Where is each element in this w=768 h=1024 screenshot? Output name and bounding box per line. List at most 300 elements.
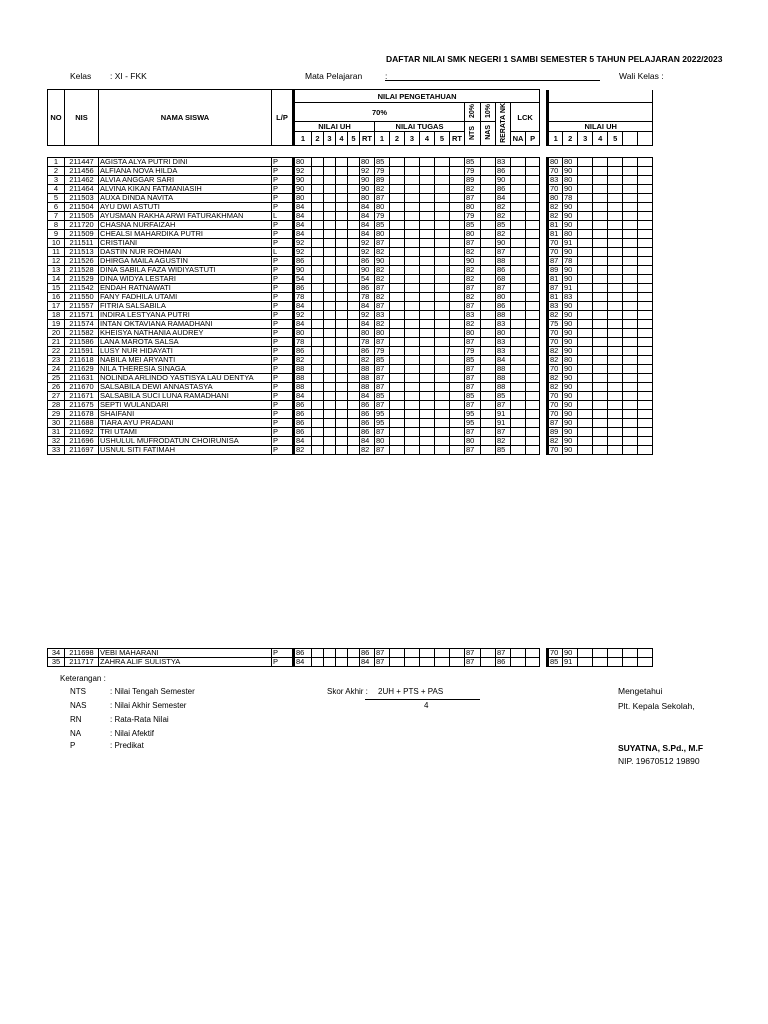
row-tugas-3 (405, 347, 420, 356)
row-uh2-7 (638, 410, 653, 419)
row-nts: 82 (465, 185, 481, 194)
row-tugas-3 (405, 649, 420, 658)
row-nts: 85 (465, 158, 481, 167)
row-nama: VEBI MAHARANI (99, 649, 272, 658)
row-uh-2 (312, 320, 324, 329)
row-lp: P (272, 293, 294, 302)
row-tugas-2 (390, 221, 405, 230)
row-uh2-2: 78 (563, 257, 578, 266)
row-uh-1: 92 (294, 311, 312, 320)
row-na (511, 167, 526, 176)
row-no: 34 (48, 649, 65, 658)
row-p (526, 239, 540, 248)
row-uh-4 (336, 329, 348, 338)
row-uh2-6 (623, 203, 638, 212)
row-uh-3 (324, 275, 336, 284)
row-nts: 82 (465, 248, 481, 257)
row-rerata: 82 (496, 230, 511, 239)
mengetahui-label: Mengetahui (618, 686, 663, 696)
row-uh2-2: 90 (563, 275, 578, 284)
row-p (526, 383, 540, 392)
row-uh-3 (324, 203, 336, 212)
row-uh-4 (336, 275, 348, 284)
row-uh2-6 (623, 338, 638, 347)
row-uh-2 (312, 410, 324, 419)
row-uh-5 (348, 158, 360, 167)
row-rerata: 82 (496, 437, 511, 446)
row-nis: 211688 (65, 419, 99, 428)
row-uh-1: 80 (294, 194, 312, 203)
row-na (511, 365, 526, 374)
row-uh-3 (324, 320, 336, 329)
row-uh2-5 (608, 302, 623, 311)
row-uh2-5 (608, 221, 623, 230)
row-nts: 82 (465, 320, 481, 329)
row-tugas-rt (450, 212, 465, 221)
skor-fraction-line (365, 699, 480, 700)
row-lp: P (272, 347, 294, 356)
row-nama: TRI UTAMI (99, 428, 272, 437)
row-tugas-4 (420, 383, 435, 392)
row-gap (540, 658, 548, 667)
row-uh2-1: 70 (548, 401, 563, 410)
row-uh-2 (312, 649, 324, 658)
row-na (511, 158, 526, 167)
row-tugas-2 (390, 194, 405, 203)
row-tugas-1: 80 (375, 230, 390, 239)
row-tugas-1: 87 (375, 239, 390, 248)
row-uh2-4 (593, 419, 608, 428)
row-uh-rt: 80 (360, 194, 375, 203)
row-lp: P (272, 658, 294, 667)
row-uh-3 (324, 410, 336, 419)
row-uh2-6 (623, 320, 638, 329)
row-tugas-5 (435, 658, 450, 667)
row-uh2-4 (593, 302, 608, 311)
row-uh-4 (336, 176, 348, 185)
row-gap (540, 401, 548, 410)
row-rerata: 88 (496, 374, 511, 383)
row-uh2-7 (638, 374, 653, 383)
row-uh-1: 90 (294, 266, 312, 275)
row-uh-1: 86 (294, 284, 312, 293)
row-uh2-6 (623, 428, 638, 437)
row-tugas-5 (435, 311, 450, 320)
row-tugas-rt (450, 419, 465, 428)
row-tugas-2 (390, 338, 405, 347)
tugas-col-4: 4 (420, 132, 435, 146)
row-uh-4 (336, 320, 348, 329)
row-gap (540, 158, 548, 167)
row-tugas-rt (450, 320, 465, 329)
row-lp: P (272, 230, 294, 239)
col-nilai-uh: NILAI UH (294, 122, 375, 132)
row-p (526, 419, 540, 428)
row-uh2-7 (638, 401, 653, 410)
row-uh2-6 (623, 239, 638, 248)
row-tugas-3 (405, 365, 420, 374)
row-nis: 211526 (65, 257, 99, 266)
grade-table-header (47, 89, 653, 146)
row-nis: 211671 (65, 392, 99, 401)
row-na (511, 302, 526, 311)
row-no: 17 (48, 302, 65, 311)
row-tugas-5 (435, 437, 450, 446)
row-nama: SHAIFANI (99, 410, 272, 419)
row-uh2-5 (608, 167, 623, 176)
row-uh2-5 (608, 284, 623, 293)
row-nas (481, 167, 496, 176)
row-nama: DHIRGA MAILA AGUSTIN (99, 257, 272, 266)
row-uh-2 (312, 347, 324, 356)
row-uh-5 (348, 410, 360, 419)
row-uh2-5 (608, 275, 623, 284)
row-tugas-1: 82 (375, 293, 390, 302)
row-uh-4 (336, 293, 348, 302)
row-nama: TIARA AYU PRADANI (99, 419, 272, 428)
row-tugas-3 (405, 329, 420, 338)
row-tugas-3 (405, 410, 420, 419)
row-gap (540, 365, 548, 374)
row-nas (481, 383, 496, 392)
row-no: 26 (48, 383, 65, 392)
row-lp: P (272, 419, 294, 428)
row-nas (481, 239, 496, 248)
row-nis: 211696 (65, 437, 99, 446)
row-tugas-3 (405, 446, 420, 455)
row-tugas-5 (435, 338, 450, 347)
row-uh2-6 (623, 356, 638, 365)
row-uh2-4 (593, 212, 608, 221)
row-tugas-3 (405, 293, 420, 302)
row-tugas-3 (405, 158, 420, 167)
row-uh-5 (348, 347, 360, 356)
row-uh2-3 (578, 437, 593, 446)
row-uh2-7 (638, 185, 653, 194)
row-uh-3 (324, 212, 336, 221)
row-tugas-3 (405, 194, 420, 203)
row-uh2-3 (578, 221, 593, 230)
row-tugas-4 (420, 302, 435, 311)
row-nas (481, 311, 496, 320)
row-nas (481, 275, 496, 284)
row-uh-3 (324, 649, 336, 658)
row-tugas-1: 87 (375, 446, 390, 455)
row-nis: 211582 (65, 329, 99, 338)
row-uh-2 (312, 302, 324, 311)
row-uh-rt: 90 (360, 185, 375, 194)
col-nilai-tugas: NILAI TUGAS (375, 122, 465, 132)
row-no: 29 (48, 410, 65, 419)
row-uh2-4 (593, 185, 608, 194)
col-pct10: 10% (481, 103, 496, 122)
row-uh2-1: 82 (548, 374, 563, 383)
uh2-col-5: 5 (608, 132, 623, 146)
row-uh2-6 (623, 194, 638, 203)
row-na (511, 176, 526, 185)
row-uh2-6 (623, 437, 638, 446)
row-uh-rt: 84 (360, 230, 375, 239)
row-uh2-7 (638, 446, 653, 455)
row-tugas-2 (390, 203, 405, 212)
row-uh2-1: 80 (548, 158, 563, 167)
row-tugas-1: 79 (375, 212, 390, 221)
row-uh-2 (312, 221, 324, 230)
row-tugas-4 (420, 338, 435, 347)
row-tugas-5 (435, 428, 450, 437)
row-p (526, 428, 540, 437)
row-uh2-5 (608, 437, 623, 446)
row-nama: SALSABILA DEWI ANNASTASYA (99, 383, 272, 392)
table-row (48, 239, 653, 248)
row-tugas-2 (390, 239, 405, 248)
row-tugas-5 (435, 239, 450, 248)
row-uh-1: 78 (294, 338, 312, 347)
row-uh-5 (348, 203, 360, 212)
row-tugas-4 (420, 356, 435, 365)
row-no: 28 (48, 401, 65, 410)
row-lp: P (272, 257, 294, 266)
row-uh-1: 86 (294, 257, 312, 266)
row-no: 22 (48, 347, 65, 356)
row-uh2-6 (623, 266, 638, 275)
row-uh-4 (336, 266, 348, 275)
row-uh2-2: 91 (563, 658, 578, 667)
row-uh2-3 (578, 257, 593, 266)
row-p (526, 410, 540, 419)
row-nis: 211513 (65, 248, 99, 257)
row-nis: 211692 (65, 428, 99, 437)
row-nis: 211462 (65, 176, 99, 185)
row-uh-1: 86 (294, 419, 312, 428)
row-uh2-1: 85 (548, 658, 563, 667)
row-nama: CHEALSI MAHARDIKA PUTRI (99, 230, 272, 239)
row-uh2-4 (593, 428, 608, 437)
row-tugas-1: 85 (375, 392, 390, 401)
row-uh-1: 86 (294, 401, 312, 410)
row-uh-rt: 88 (360, 374, 375, 383)
row-uh2-6 (623, 446, 638, 455)
row-tugas-rt (450, 275, 465, 284)
row-nama: AUXA DINDA NAVITA (99, 194, 272, 203)
row-tugas-2 (390, 311, 405, 320)
row-uh2-1: 82 (548, 311, 563, 320)
row-na (511, 194, 526, 203)
row-uh2-2: 90 (563, 374, 578, 383)
row-tugas-rt (450, 329, 465, 338)
row-nas (481, 437, 496, 446)
row-uh-5 (348, 428, 360, 437)
row-uh-3 (324, 374, 336, 383)
row-nis: 211678 (65, 410, 99, 419)
row-tugas-3 (405, 658, 420, 667)
row-uh2-6 (623, 248, 638, 257)
row-uh-2 (312, 419, 324, 428)
row-uh-1: 84 (294, 437, 312, 446)
row-uh-4 (336, 374, 348, 383)
row-uh-5 (348, 284, 360, 293)
table-row (48, 302, 653, 311)
row-tugas-4 (420, 392, 435, 401)
tugas-rt: RT (450, 132, 465, 146)
row-tugas-rt (450, 230, 465, 239)
row-tugas-rt (450, 185, 465, 194)
table-row (48, 167, 653, 176)
mapel-label: Mata Pelajaran (305, 71, 363, 81)
row-uh2-7 (638, 176, 653, 185)
row-uh-5 (348, 338, 360, 347)
row-lp: P (272, 329, 294, 338)
row-tugas-3 (405, 248, 420, 257)
row-uh2-6 (623, 401, 638, 410)
uh-rt: RT (360, 132, 375, 146)
row-uh2-7 (638, 248, 653, 257)
row-uh-1: 92 (294, 248, 312, 257)
table-row (48, 374, 653, 383)
row-tugas-3 (405, 392, 420, 401)
row-uh2-6 (623, 419, 638, 428)
row-rerata: 86 (496, 658, 511, 667)
row-uh2-1: 70 (548, 392, 563, 401)
row-tugas-4 (420, 275, 435, 284)
uh-col-1: 1 (294, 132, 312, 146)
row-uh2-6 (623, 374, 638, 383)
row-uh2-5 (608, 329, 623, 338)
row-tugas-4 (420, 284, 435, 293)
table-row (48, 658, 653, 667)
legend-abbr-na: NA (70, 729, 82, 738)
row-uh-4 (336, 203, 348, 212)
wali-kelas-label: Wali Kelas : (619, 71, 664, 81)
row-na (511, 230, 526, 239)
row-uh2-5 (608, 248, 623, 257)
row-tugas-1: 82 (375, 248, 390, 257)
row-uh-5 (348, 293, 360, 302)
row-nis: 211550 (65, 293, 99, 302)
row-na (511, 649, 526, 658)
row-nama: NILA THERESIA SINAGA (99, 365, 272, 374)
row-uh2-5 (608, 158, 623, 167)
row-uh2-3 (578, 203, 593, 212)
row-uh-rt: 84 (360, 212, 375, 221)
row-tugas-2 (390, 230, 405, 239)
row-uh2-4 (593, 356, 608, 365)
row-nas (481, 257, 496, 266)
row-tugas-rt (450, 649, 465, 658)
row-tugas-2 (390, 284, 405, 293)
row-na (511, 275, 526, 284)
row-rerata: 80 (496, 293, 511, 302)
row-uh2-2: 80 (563, 356, 578, 365)
row-no: 9 (48, 230, 65, 239)
row-uh2-5 (608, 392, 623, 401)
row-uh-rt: 86 (360, 401, 375, 410)
row-uh-4 (336, 257, 348, 266)
row-uh-5 (348, 658, 360, 667)
row-nts: 87 (465, 338, 481, 347)
row-p (526, 329, 540, 338)
row-uh-rt: 80 (360, 329, 375, 338)
row-p (526, 347, 540, 356)
row-uh2-3 (578, 419, 593, 428)
row-uh2-4 (593, 203, 608, 212)
row-tugas-5 (435, 410, 450, 419)
row-uh2-2: 90 (563, 221, 578, 230)
row-uh2-7 (638, 347, 653, 356)
row-uh2-1: 81 (548, 221, 563, 230)
row-uh-3 (324, 158, 336, 167)
row-uh2-3 (578, 194, 593, 203)
row-uh2-4 (593, 221, 608, 230)
row-uh2-6 (623, 347, 638, 356)
row-nama: LANA MAROTA SALSA (99, 338, 272, 347)
row-p (526, 649, 540, 658)
row-nis: 211629 (65, 365, 99, 374)
kelas-value: : XI - FKK (110, 71, 147, 81)
row-uh2-2: 90 (563, 203, 578, 212)
row-uh2-4 (593, 284, 608, 293)
row-tugas-5 (435, 374, 450, 383)
row-uh2-2: 90 (563, 446, 578, 455)
row-uh2-7 (638, 221, 653, 230)
row-uh-4 (336, 302, 348, 311)
table-row (48, 401, 653, 410)
row-uh2-3 (578, 347, 593, 356)
col-nama: NAMA SISWA (99, 90, 272, 146)
row-nis: 211456 (65, 167, 99, 176)
row-nas (481, 329, 496, 338)
row-tugas-4 (420, 329, 435, 338)
row-tugas-1: 90 (375, 257, 390, 266)
col-nilai-pengetahuan: NILAI PENGETAHUAN (294, 90, 540, 103)
row-uh-4 (336, 401, 348, 410)
row-uh2-7 (638, 158, 653, 167)
row-uh-1: 84 (294, 230, 312, 239)
kelas-label: Kelas (70, 71, 92, 81)
row-tugas-1: 95 (375, 410, 390, 419)
row-tugas-5 (435, 383, 450, 392)
row-uh2-5 (608, 185, 623, 194)
row-uh2-1: 82 (548, 437, 563, 446)
row-uh-rt: 88 (360, 383, 375, 392)
row-tugas-rt (450, 356, 465, 365)
row-gap (540, 428, 548, 437)
row-gap (540, 212, 548, 221)
row-tugas-rt (450, 158, 465, 167)
row-na (511, 410, 526, 419)
row-tugas-2 (390, 392, 405, 401)
row-uh-3 (324, 167, 336, 176)
row-na (511, 203, 526, 212)
row-uh2-5 (608, 311, 623, 320)
row-uh2-7 (638, 203, 653, 212)
row-nts: 79 (465, 347, 481, 356)
row-tugas-1: 80 (375, 437, 390, 446)
row-nts: 95 (465, 410, 481, 419)
row-uh2-1: 82 (548, 203, 563, 212)
row-nis: 211503 (65, 194, 99, 203)
row-uh2-3 (578, 356, 593, 365)
row-lp: P (272, 266, 294, 275)
col-nilai-uh-2: NILAI UH (548, 122, 653, 132)
row-p (526, 437, 540, 446)
row-gap (540, 185, 548, 194)
row-no: 32 (48, 437, 65, 446)
row-gap (540, 338, 548, 347)
row-na (511, 329, 526, 338)
row-nama: FANY FADHILA UTAMI (99, 293, 272, 302)
row-nama: AYUSMAN RAKHA ARWI FATURAKHMAN (99, 212, 272, 221)
